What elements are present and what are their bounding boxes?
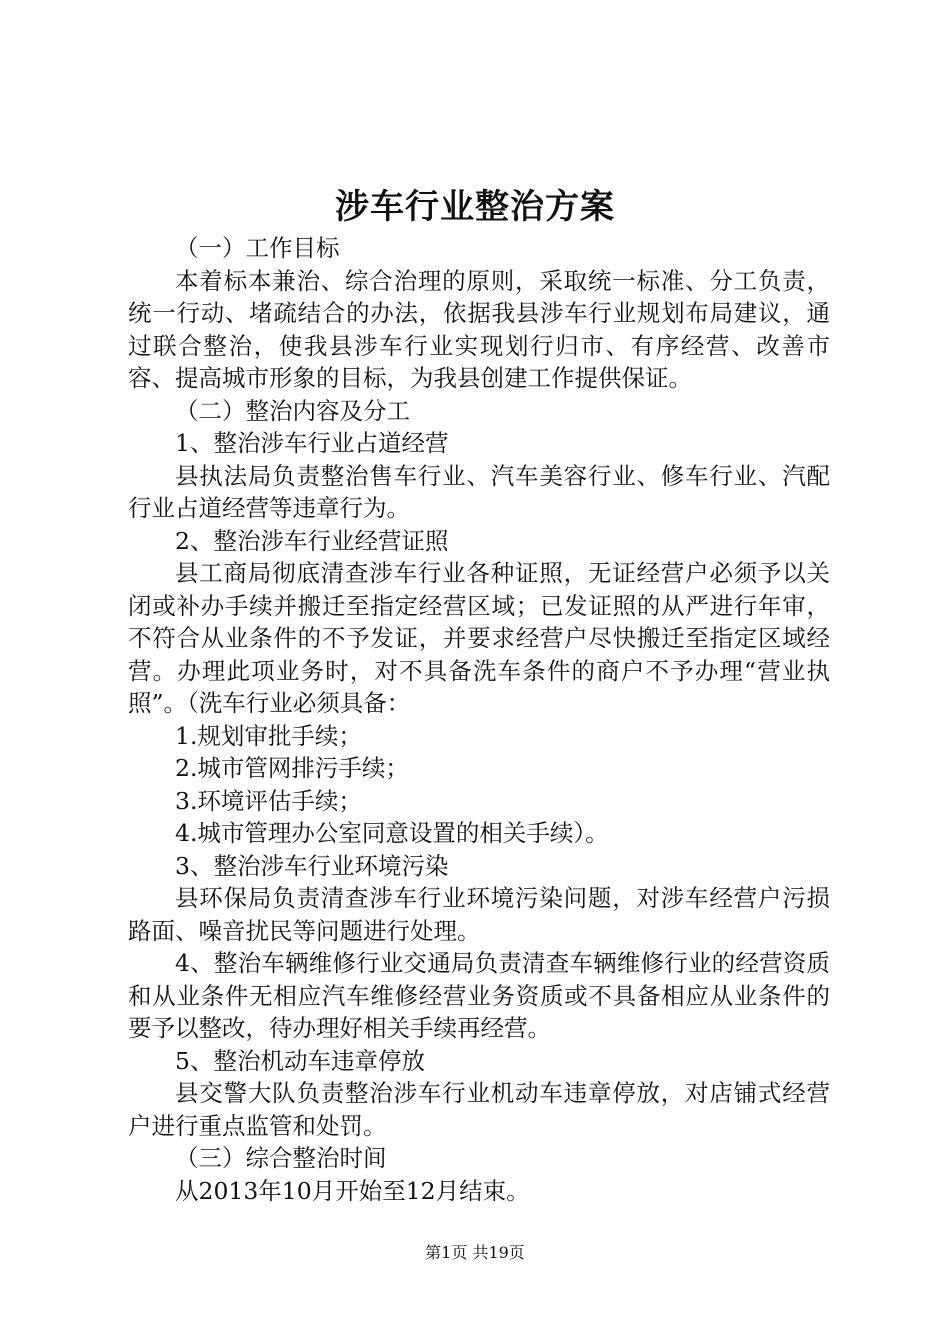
section-heading-goal: （一）工作目标 xyxy=(175,234,340,262)
item-heading-1: 1、整治涉车行业占道经营 xyxy=(175,429,449,457)
item-heading-5: 5、整治机动车违章停放 xyxy=(175,1046,425,1075)
page-number-footer: 第1页 共19页 xyxy=(425,1243,525,1262)
list-item: 1.规划审批手续； xyxy=(175,721,362,750)
list-item: 3.环境评估手续； xyxy=(175,786,362,815)
section-heading-content: （二）整治内容及分工 xyxy=(175,396,410,425)
paragraph-item-1: 县执法局负责整治售车行业、汽车美容行业、修车行业、汽配行业占道经营等违章行为。 xyxy=(128,461,830,522)
document-body xyxy=(128,232,830,1207)
paragraph-time: 从2013年10月开始至12月结束。 xyxy=(175,1176,530,1205)
section-heading-time: （三）综合整治时间 xyxy=(175,1144,387,1172)
paragraph-goal: 本着标本兼治、综合治理的原则，采取统一标准、分工负责，统一行动、堵疏结合的办法，依据我县涉车行业规划布局建议，通过联合整治，使我县涉车行业实现划行归市、有序经营、改善市容、提高城市形象的目标，为我县创建工作提供保证。 xyxy=(128,266,830,392)
paragraph-item-3: 县环保局负责清查涉车行业环境污染问题，对涉车经营户污损路面、噪音扰民等问题进行处理。 xyxy=(128,884,830,945)
paragraph-item-4: 4、整治车辆维修行业交通局负责清查车辆维修行业的经营资质和从业条件无相应汽车维修经营业务资质或不具备相应从业条件的要予以整改，待办理好相关手续再经营。 xyxy=(128,949,830,1042)
document-title: 涉车行业整治方案 xyxy=(335,187,615,227)
list-item: 4.城市管理办公室同意设置的相关手续）。 xyxy=(175,819,609,847)
item-heading-2: 2、整治涉车行业经营证照 xyxy=(175,526,449,555)
paragraph-item-5: 县交警大队负责整治涉车行业机动车违章停放，对店铺式经营户进行重点监管和处罚。 xyxy=(128,1079,830,1140)
item-heading-3: 3、整治涉车行业环境污染 xyxy=(175,851,449,880)
paragraph-item-2: 县工商局彻底清查涉车行业各种证照，无证经营户必须予以关闭或补办手续并搬迁至指定经营区域；已发证照的从严进行年审，不符合从业条件的不予发证，并要求经营户尽快搬迁至指定区域经营。办理此项业务时，对不具备洗车条件的商户不予办理“营业执照”。（洗车行业必须具备： xyxy=(128,559,830,717)
list-item: 2.城市管网排污手续； xyxy=(175,754,409,782)
